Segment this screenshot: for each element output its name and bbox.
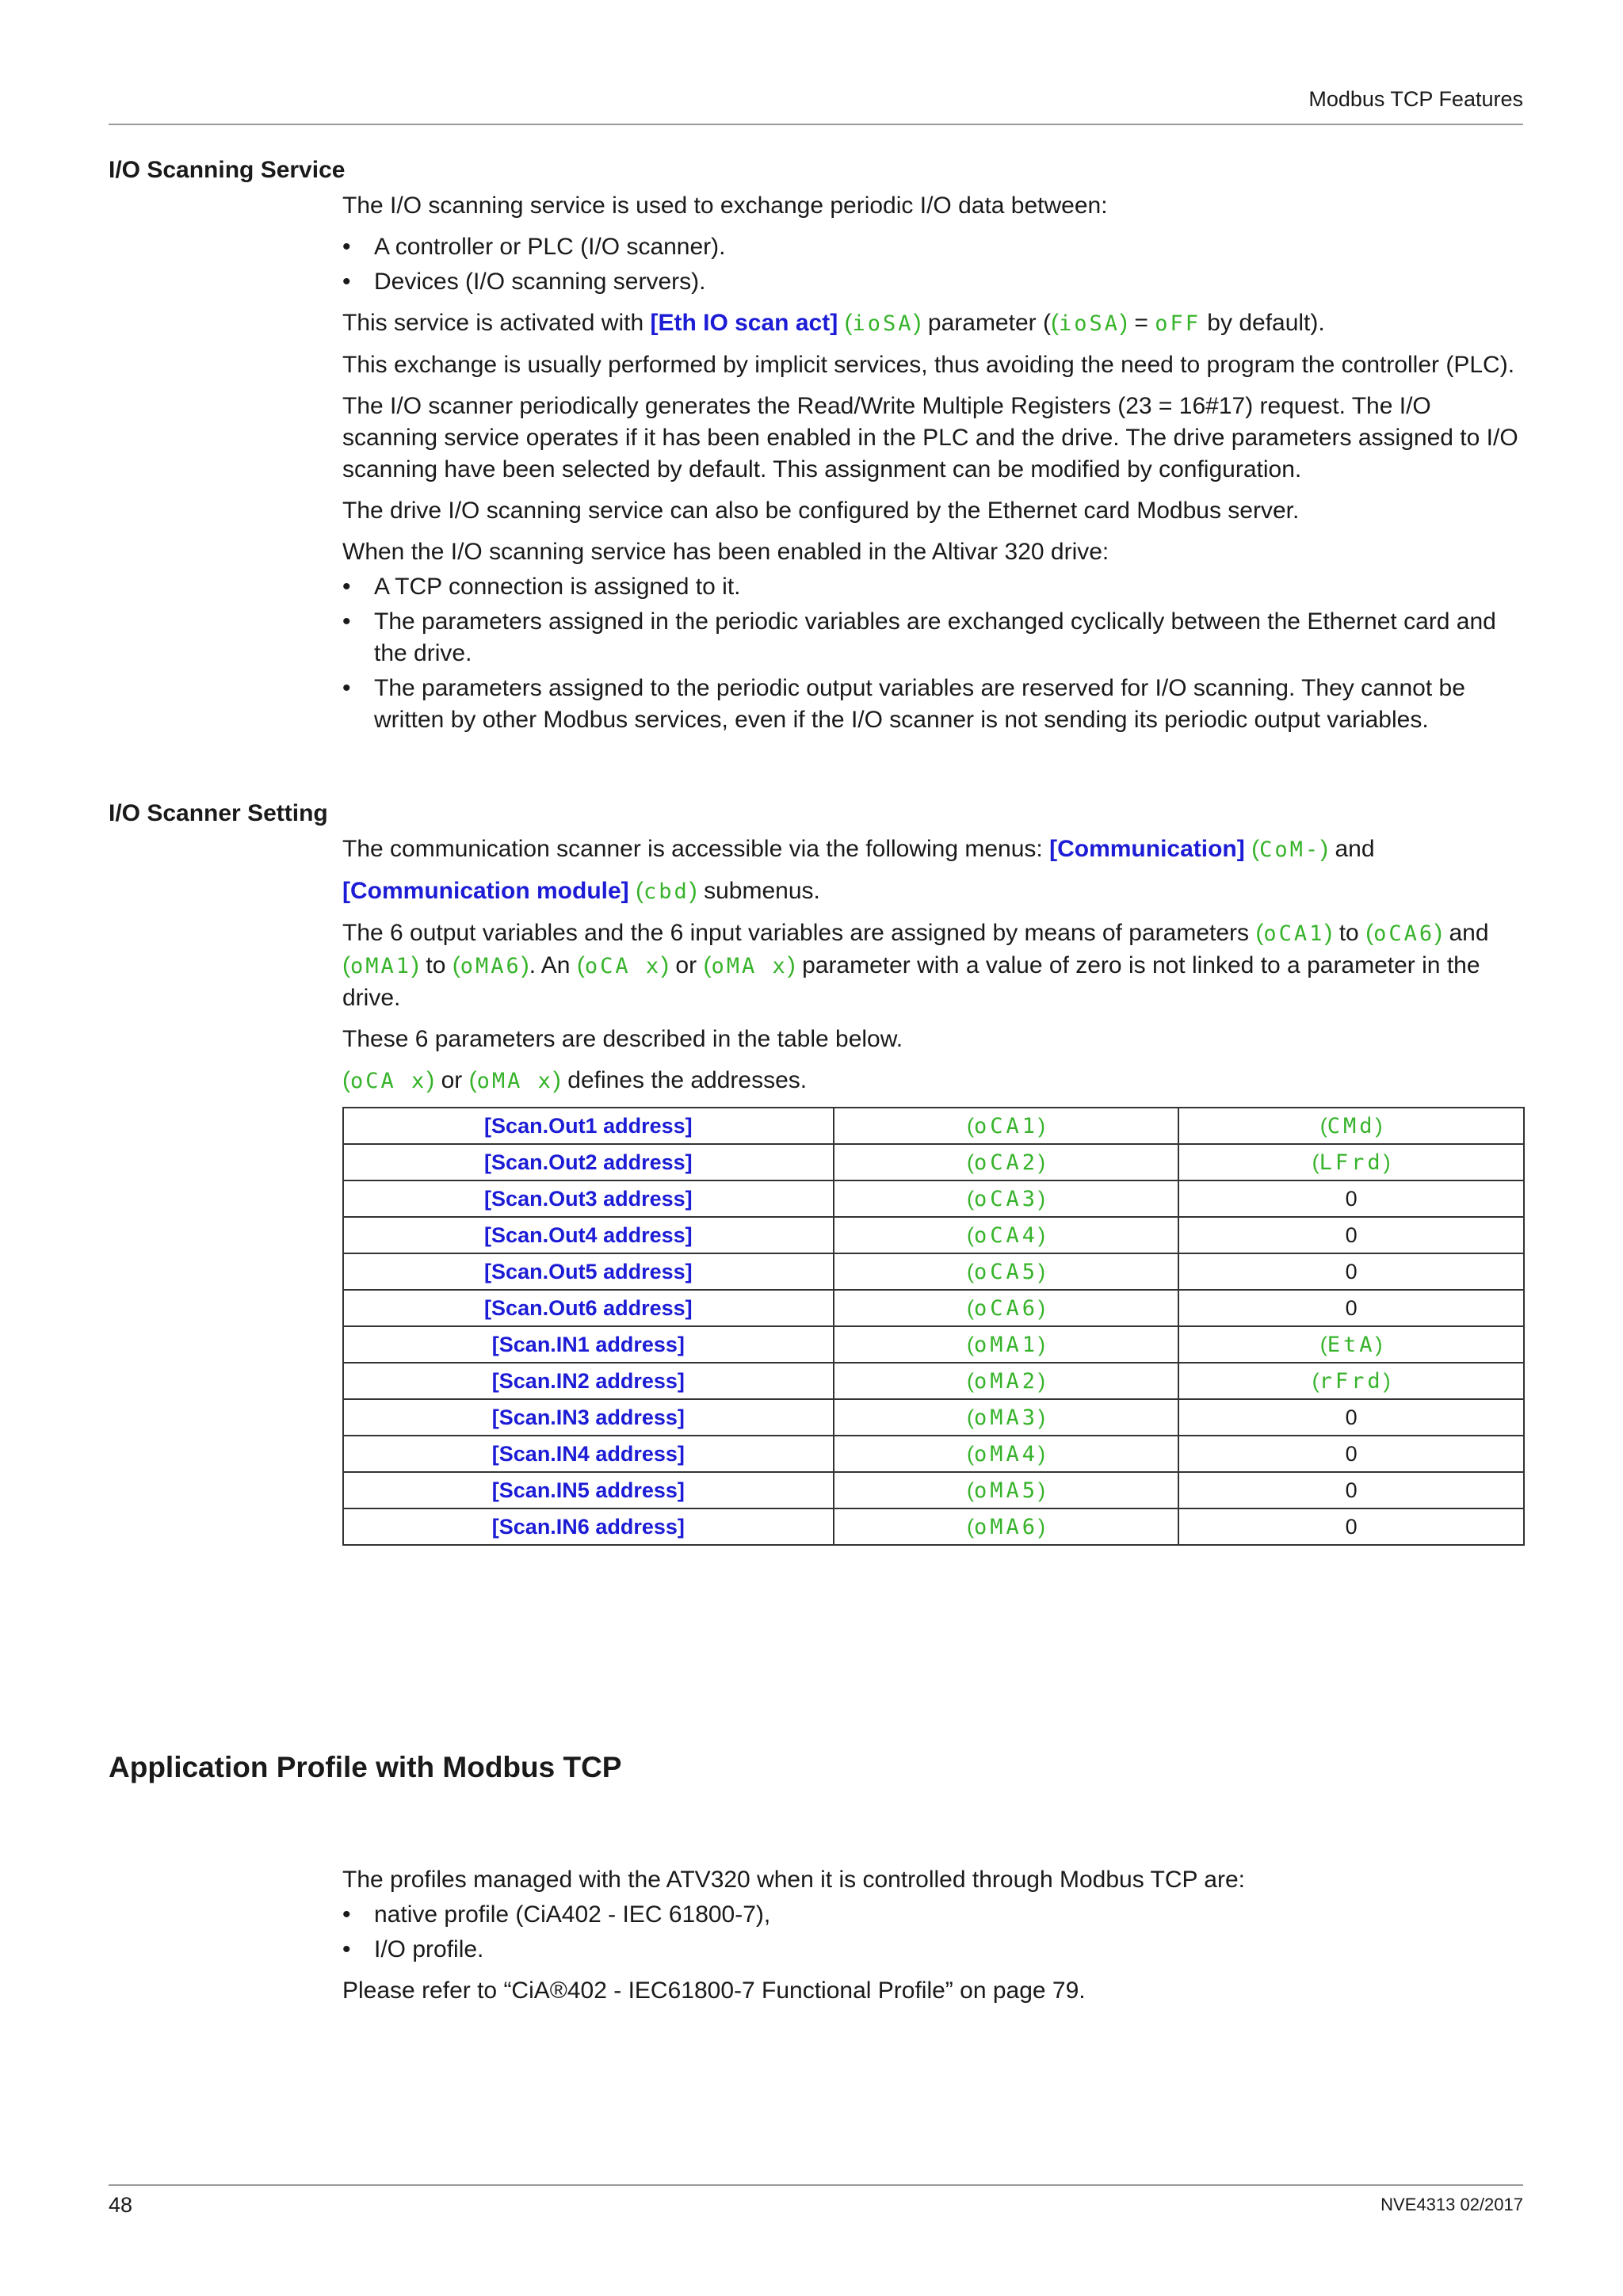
scanner-menus-paragraph: The communication scanner is accessible via the following menus: [Communication] (CoM-) and bbox=[342, 836, 1375, 862]
table-row bbox=[343, 1180, 1524, 1217]
list-item: • A controller or PLC (I/O scanner). bbox=[342, 231, 1523, 263]
running-header: Modbus TCP Features bbox=[1308, 87, 1523, 111]
io-scanning-bullets-2 bbox=[342, 571, 1523, 736]
param-value-cell: (rFrd) bbox=[1178, 1363, 1524, 1399]
table-row bbox=[343, 1108, 1524, 1144]
param-value-cell: 0 bbox=[1178, 1217, 1524, 1253]
off-code: oFF bbox=[1155, 311, 1201, 336]
param-value-cell: 0 bbox=[1178, 1436, 1524, 1472]
io-scanning-body bbox=[342, 190, 1523, 746]
param-value-cell: (EtA) bbox=[1178, 1326, 1524, 1363]
altivar-enabled-paragraph: When the I/O scanning service has been enabled in the Altivar 320 drive: bbox=[342, 539, 1109, 565]
param-value-cell: 0 bbox=[1178, 1472, 1524, 1508]
table-row bbox=[343, 1326, 1524, 1363]
io-sa-code: ioSA bbox=[852, 311, 914, 336]
param-value-cell: (CMd) bbox=[1178, 1108, 1524, 1144]
list-item: • The parameters assigned in the periodic variables are exchanged cyclically between the Ethernet card and the drive. bbox=[342, 606, 1523, 669]
communication-module-link: [Communication module] bbox=[342, 878, 629, 904]
bullet-icon: • bbox=[342, 574, 351, 600]
param-code-cell: (oCA1) bbox=[834, 1108, 1179, 1144]
bullet-icon: • bbox=[342, 234, 351, 260]
bullet-icon: • bbox=[342, 675, 351, 701]
app-profile-heading: Application Profile with Modbus TCP bbox=[109, 1751, 622, 1783]
param-name-cell: [Scan.IN1 address] bbox=[343, 1326, 834, 1363]
io-scanning-intro: The I/O scanning service is used to exchange periodic I/O data between: bbox=[342, 193, 1108, 219]
param-code-cell: (oCA5) bbox=[834, 1253, 1179, 1290]
param-code-cell: (oMA5) bbox=[834, 1472, 1179, 1508]
table-row bbox=[343, 1436, 1524, 1472]
bullet-icon: • bbox=[342, 1936, 351, 1962]
param-value-cell: 0 bbox=[1178, 1253, 1524, 1290]
param-name-cell: [Scan.IN5 address] bbox=[343, 1472, 834, 1508]
param-name-cell: [Scan.Out6 address] bbox=[343, 1290, 834, 1326]
scan-address-table bbox=[342, 1107, 1525, 1546]
table-row bbox=[343, 1399, 1524, 1436]
param-code-cell: (oMA1) bbox=[834, 1326, 1179, 1363]
param-name-cell: [Scan.IN6 address] bbox=[343, 1508, 834, 1545]
profile-reference: Please refer to “CiA®402 - IEC61800-7 Functional Profile” on page 79. bbox=[342, 1978, 1086, 2004]
app-profile-bullets bbox=[342, 1899, 1523, 1966]
param-code-cell: (oCA3) bbox=[834, 1180, 1179, 1217]
param-value-cell: 0 bbox=[1178, 1290, 1524, 1326]
scanner-setting-heading: I/O Scanner Setting bbox=[109, 800, 328, 826]
param-name-cell: [Scan.Out5 address] bbox=[343, 1253, 834, 1290]
communication-menu-link: [Communication] bbox=[1049, 836, 1245, 862]
param-value-cell: 0 bbox=[1178, 1399, 1524, 1436]
param-name-cell: [Scan.IN4 address] bbox=[343, 1436, 834, 1472]
param-name-cell: [Scan.Out2 address] bbox=[343, 1144, 834, 1180]
param-code-cell: (oMA4) bbox=[834, 1436, 1179, 1472]
param-name-cell: [Scan.IN2 address] bbox=[343, 1363, 834, 1399]
addresses-paragraph: (oCA x) or (oMA x) defines the addresses. bbox=[342, 1067, 808, 1093]
page-number: 48 bbox=[109, 2193, 133, 2217]
header-divider bbox=[109, 124, 1523, 125]
param-value-cell: (LFrd) bbox=[1178, 1144, 1524, 1180]
param-name-cell: [Scan.Out3 address] bbox=[343, 1180, 834, 1217]
bullet-icon: • bbox=[342, 1901, 351, 1928]
activation-paragraph: This service is activated with [Eth IO scan act] (ioSA) parameter ((ioSA) = oFF by default). bbox=[342, 310, 1325, 336]
bullet-icon: • bbox=[342, 608, 351, 635]
param-value-cell: 0 bbox=[1178, 1180, 1524, 1217]
io-scanning-heading: I/O Scanning Service bbox=[109, 157, 346, 183]
param-code-cell: (oCA4) bbox=[834, 1217, 1179, 1253]
param-name-cell: [Scan.IN3 address] bbox=[343, 1399, 834, 1436]
implicit-services-paragraph: This exchange is usually performed by implicit services, thus avoiding the need to program the controller (PLC). bbox=[342, 352, 1515, 378]
scanner-request-paragraph: The I/O scanner periodically generates the Read/Write Multiple Registers (23 = 16#17) request. The I/O scanning service operates if it has been enabled in the PLC and the drive. The drive parameters assigned to I/O scanning have been selected by default. This assignment can be modified by configuration. bbox=[342, 393, 1518, 482]
list-item: • native profile (CiA402 - IEC 61800-7), bbox=[342, 1899, 1523, 1931]
param-code-cell: (oMA2) bbox=[834, 1363, 1179, 1399]
communication-module-paragraph: [Communication module] (cbd) submenus. bbox=[342, 878, 820, 904]
param-code-cell: (oMA6) bbox=[834, 1508, 1179, 1545]
param-code-cell: (oCA6) bbox=[834, 1290, 1179, 1326]
table-row bbox=[343, 1472, 1524, 1508]
list-item: • Devices (I/O scanning servers). bbox=[342, 266, 1523, 298]
app-profile-body bbox=[342, 1864, 1523, 2016]
list-item: • The parameters assigned to the periodic output variables are reserved for I/O scanning. They cannot be written by other Modbus services, even if the I/O scanner is not sending its periodic output variables. bbox=[342, 673, 1523, 736]
param-name-cell: [Scan.Out1 address] bbox=[343, 1108, 834, 1144]
table-intro-paragraph: These 6 parameters are described in the table below. bbox=[342, 1026, 903, 1052]
table-row bbox=[343, 1217, 1524, 1253]
list-item: • A TCP connection is assigned to it. bbox=[342, 571, 1523, 603]
param-code-cell: (oMA3) bbox=[834, 1399, 1179, 1436]
table-row bbox=[343, 1290, 1524, 1326]
list-item: • I/O profile. bbox=[342, 1934, 1523, 1966]
table-row bbox=[343, 1253, 1524, 1290]
bullet-icon: • bbox=[342, 269, 351, 295]
footer-divider bbox=[109, 2184, 1523, 2186]
table-row bbox=[343, 1363, 1524, 1399]
variables-assignment-paragraph: The 6 output variables and the 6 input variables are assigned by means of parameters (oCA1) to (oCA6) and (oMA1) to (oMA6). An (oCA x) or (oMA x) parameter with a value of zero is not linked to a parameter in the drive. bbox=[342, 920, 1489, 1011]
param-value-cell: 0 bbox=[1178, 1508, 1524, 1545]
scanner-setting-body bbox=[342, 833, 1523, 1107]
eth-io-scan-act-param: [Eth IO scan act] bbox=[650, 310, 838, 336]
param-code-cell: (oCA2) bbox=[834, 1144, 1179, 1180]
param-name-cell: [Scan.Out4 address] bbox=[343, 1217, 834, 1253]
table-row bbox=[343, 1508, 1524, 1545]
app-profile-intro: The profiles managed with the ATV320 when it is controlled through Modbus TCP are: bbox=[342, 1867, 1245, 1893]
io-scanning-bullets-1 bbox=[342, 231, 1523, 298]
document-reference: NVE4313 02/2017 bbox=[1381, 2195, 1523, 2214]
ethernet-card-paragraph: The drive I/O scanning service can also be configured by the Ethernet card Modbus server. bbox=[342, 498, 1300, 524]
table-row bbox=[343, 1144, 1524, 1180]
